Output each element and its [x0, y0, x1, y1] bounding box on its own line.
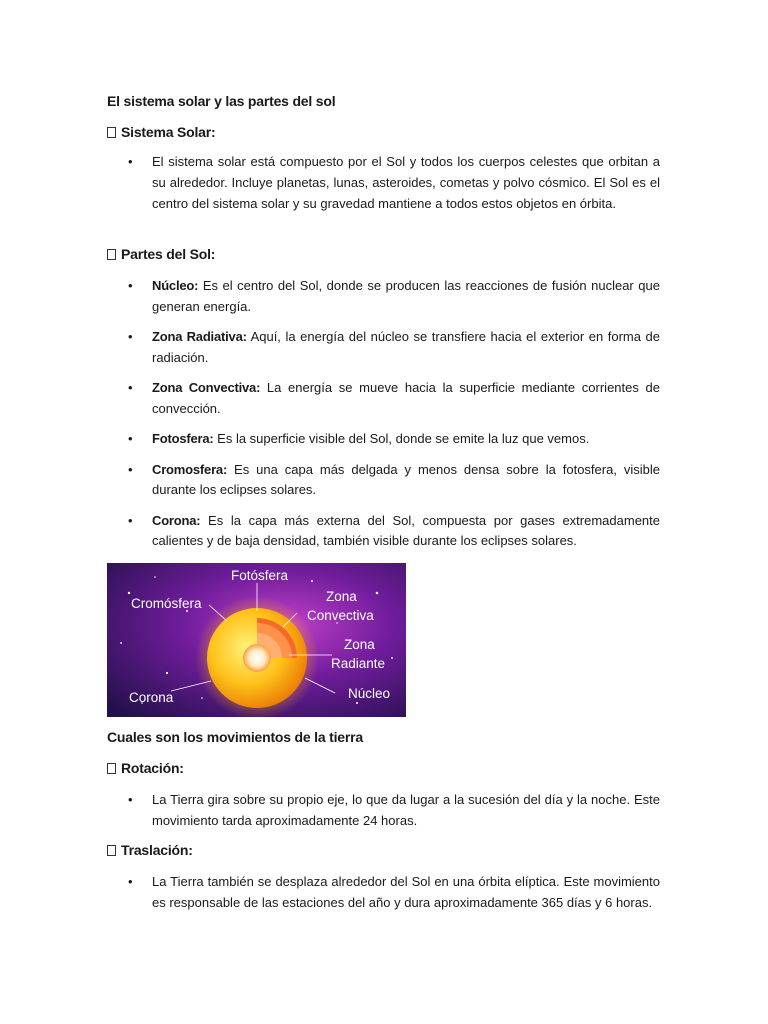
term: Corona: — [152, 512, 201, 528]
label-cromosfera: Cromósfera — [131, 596, 202, 611]
heading-traslacion — [107, 842, 193, 858]
list-item-zona-radiativa — [128, 327, 660, 369]
list-item-zona-convectiva — [128, 378, 660, 420]
label-nucleo: Núcleo — [348, 686, 391, 701]
heading-label: Rotación: — [121, 760, 184, 776]
definition: Es la capa más externa del Sol, compuesta por gases extremadamente calientes y de baja densidad, también visible durante los eclipses solares. — [152, 512, 660, 549]
list-sistema-solar — [128, 152, 660, 214]
label-zona-convectiva-2: Convectiva — [307, 608, 374, 623]
list-item-fotosfera — [128, 429, 660, 450]
label-zona-radiante-2: Radiante — [331, 656, 386, 671]
list-item-cromosfera — [128, 460, 660, 502]
label-corona: Corona — [129, 690, 174, 705]
list-item: • El sistema solar está compuesto por el Sol y todos los cuerpos celestes que orbitan a su alrededor. Incluye planetas, lunas, asteroides, cometas y polvo cósmico. El Sol es el centro del sistema solar y su gravedad mantiene a todos estos objetos en órbita. — [128, 152, 660, 214]
heading-sistema-solar — [107, 124, 215, 140]
term: Zona Convectiva: — [152, 380, 261, 396]
missing-glyph-icon — [107, 127, 116, 138]
label-zona-convectiva: Zona — [326, 589, 357, 604]
list-rotacion — [128, 790, 660, 832]
list-traslacion — [128, 872, 660, 914]
heading-partes-del-sol — [107, 246, 215, 262]
list-partes-del-sol — [128, 276, 660, 552]
definition: Es el centro del Sol, donde se producen las reacciones de fusión nuclear que generan energía. — [152, 278, 660, 314]
label-zona-radiante: Zona — [344, 637, 375, 652]
term: Fotosfera: — [152, 431, 214, 447]
definition: Es una capa más delgada y menos densa sobre la fotosfera, visible durante los eclipses solares. — [152, 461, 660, 498]
definition: Aquí, la energía del núcleo se transfiere hacia el exterior en forma de radiación. — [152, 329, 660, 365]
label-fotosfera: Fotósfera — [231, 568, 289, 583]
term: Núcleo: — [152, 278, 199, 293]
list-item-corona — [128, 511, 660, 553]
sun-core — [243, 644, 271, 672]
heading-label: Partes del Sol: — [121, 246, 216, 262]
definition: La energía se mueve hacia la superficie mediante corrientes de convección. — [152, 380, 660, 416]
sun-diagram — [107, 563, 406, 717]
term: Zona Radiativa: — [152, 329, 247, 345]
heading-label: Sistema Solar: — [121, 124, 216, 140]
document-title: El sistema solar y las partes del sol — [107, 93, 336, 109]
term: Cromosfera: — [152, 461, 228, 477]
heading-rotacion — [107, 760, 184, 776]
list-item-nucleo — [128, 276, 660, 318]
definition: Es la superficie visible del Sol, donde se emite la luz que vemos. — [213, 431, 590, 447]
heading-label: Traslación: — [121, 842, 193, 858]
missing-glyph-icon — [107, 845, 116, 856]
list-item: • La Tierra gira sobre su propio eje, lo que da lugar a la sucesión del día y la noche. Este movimiento tarda aproximadamente 24 horas. — [128, 790, 660, 832]
missing-glyph-icon — [107, 763, 116, 774]
missing-glyph-icon — [107, 249, 116, 260]
sun-structure-figure — [107, 563, 406, 717]
list-item: • La Tierra también se desplaza alrededor del Sol en una órbita elíptica. Este movimiento es responsable de las estaciones del año y dura aproximadamente 365 días y 6 horas. — [128, 872, 660, 914]
section-title-movimientos: Cuales son los movimientos de la tierra — [107, 729, 363, 745]
